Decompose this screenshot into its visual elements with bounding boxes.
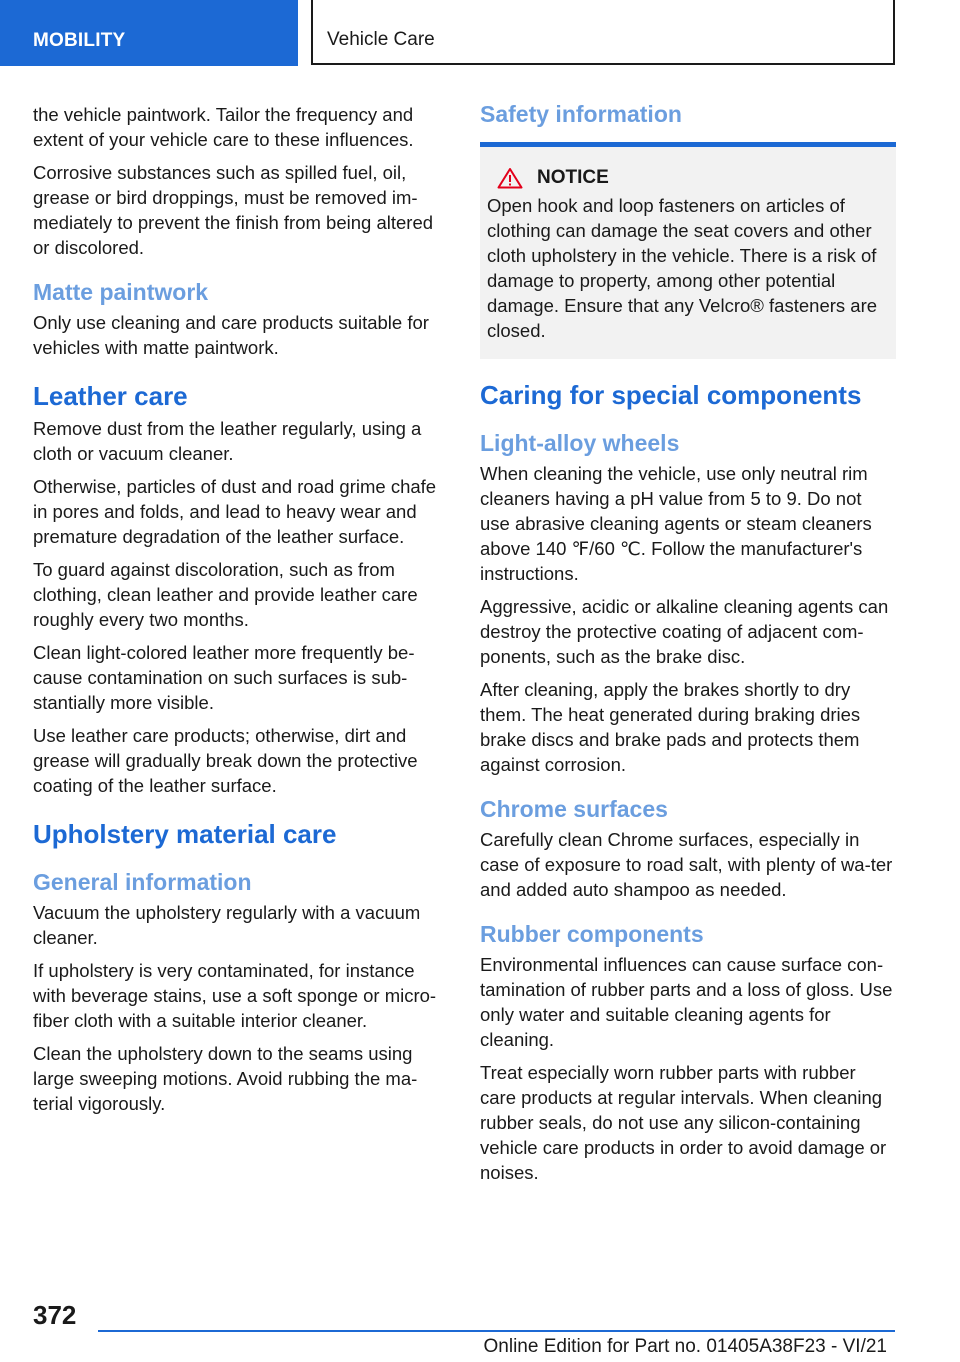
paragraph: Environmental influences can cause surface con‐tamination of rubber parts and a loss of gloss. Use only water and suitable cleaning agents for cleaning. [480, 954, 893, 1050]
chapter-title: Vehicle Care [311, 0, 895, 65]
paragraph: Vacuum the upholstery regularly with a vacuum cleaner. [33, 902, 421, 948]
edition-text: Online Edition for Part no. 01405A38F23 - VI/21 [483, 1336, 887, 1357]
warning-triangle-icon [497, 167, 523, 189]
notice-title: NOTICE [537, 167, 609, 188]
footer-divider [98, 1330, 895, 1332]
paragraph: Aggressive, acidic or alkaline cleaning agents can destroy the protective coating of adjacent com‐ponents, such as the brake disc. [480, 596, 889, 667]
notice-text: Open hook and loop fasteners on articles of clothing can damage the seat covers and other cloth upholstery in the vehicle. There is a risk of damage to property, among other potential damage. Ensure that any Velcro® fasteners are closed. [487, 195, 878, 341]
heading-light-alloy-wheels: Light-alloy wheels [480, 430, 680, 456]
heading-leather-care: Leather care [33, 381, 188, 411]
paragraph: Remove dust from the leather regularly, using a cloth or vacuum cleaner. [33, 418, 422, 464]
heading-rubber-components: Rubber components [480, 921, 704, 947]
page-number: 372 [33, 1300, 77, 1330]
paragraph: When cleaning the vehicle, use only neutral rim cleaners having a pH value from 5 to 9. Do not use abrasive cleaning agents or steam cleaners above 140 ℉/60 ℃. Follow the manufacturer's instructions. [480, 463, 872, 584]
paragraph: Otherwise, particles of dust and road grime chafe in pores and folds, and lead to heavy wear and premature degradation of the leather surface. [33, 476, 437, 547]
paragraph: Carefully clean Chrome surfaces, especially in case of exposure to road salt, with plenty of wa‐ter and added auto shampoo as needed. [480, 829, 893, 900]
heading-upholstery-care: Upholstery material care [33, 819, 337, 849]
paragraph: Clean the upholstery down to the seams using large sweeping motions. Avoid rubbing the ma‐terial vigorously. [33, 1043, 418, 1114]
paragraph: To guard against discoloration, such as from clothing, clean leather and provide leather care roughly every two months. [33, 559, 418, 630]
heading-general-information: General information [33, 869, 252, 895]
heading-special-components: Caring for special components [480, 380, 862, 410]
paragraph: Use leather care products; otherwise, dirt and grease will gradually break down the protective coating of the leather surface. [33, 725, 418, 796]
right-column [480, 100, 896, 1193]
page-header [0, 0, 960, 66]
paragraph: the vehicle paintwork. Tailor the frequency and extent of your vehicle care to these influences. [33, 104, 414, 150]
paragraph: Treat especially worn rubber parts with rubber care products at regular intervals. When cleaning rubber seals, do not use any silicon-containing vehicle care products in order to avoid damage or noises. [480, 1062, 887, 1183]
paragraph: After cleaning, apply the brakes shortly to dry them. The heat generated during braking dries brake discs and brake pads and protects them against corrosion. [480, 679, 861, 775]
heading-matte-paintwork: Matte paintwork [33, 279, 209, 305]
left-column [33, 102, 449, 1124]
paragraph: If upholstery is very contaminated, for instance with beverage stains, use a soft sponge or micro‐fiber cloth with a suitable interior cleaner. [33, 960, 437, 1031]
paragraph: Clean light-colored leather more frequently be‐cause contamination on such surfaces is sub‐stantially more visible. [33, 642, 415, 713]
paragraph: Corrosive substances such as spilled fuel, oil, grease or bird droppings, must be removed im‐mediately to prevent the finish from being altered or discolored. [33, 162, 434, 258]
heading-chrome-surfaces: Chrome surfaces [480, 796, 668, 822]
notice-box [480, 142, 896, 359]
notice-header [497, 167, 888, 189]
paragraph: Only use cleaning and care products suitable for vehicles with matte paintwork. [33, 312, 429, 358]
section-tab: MOBILITY [0, 0, 298, 66]
heading-safety-information: Safety information [480, 101, 682, 127]
